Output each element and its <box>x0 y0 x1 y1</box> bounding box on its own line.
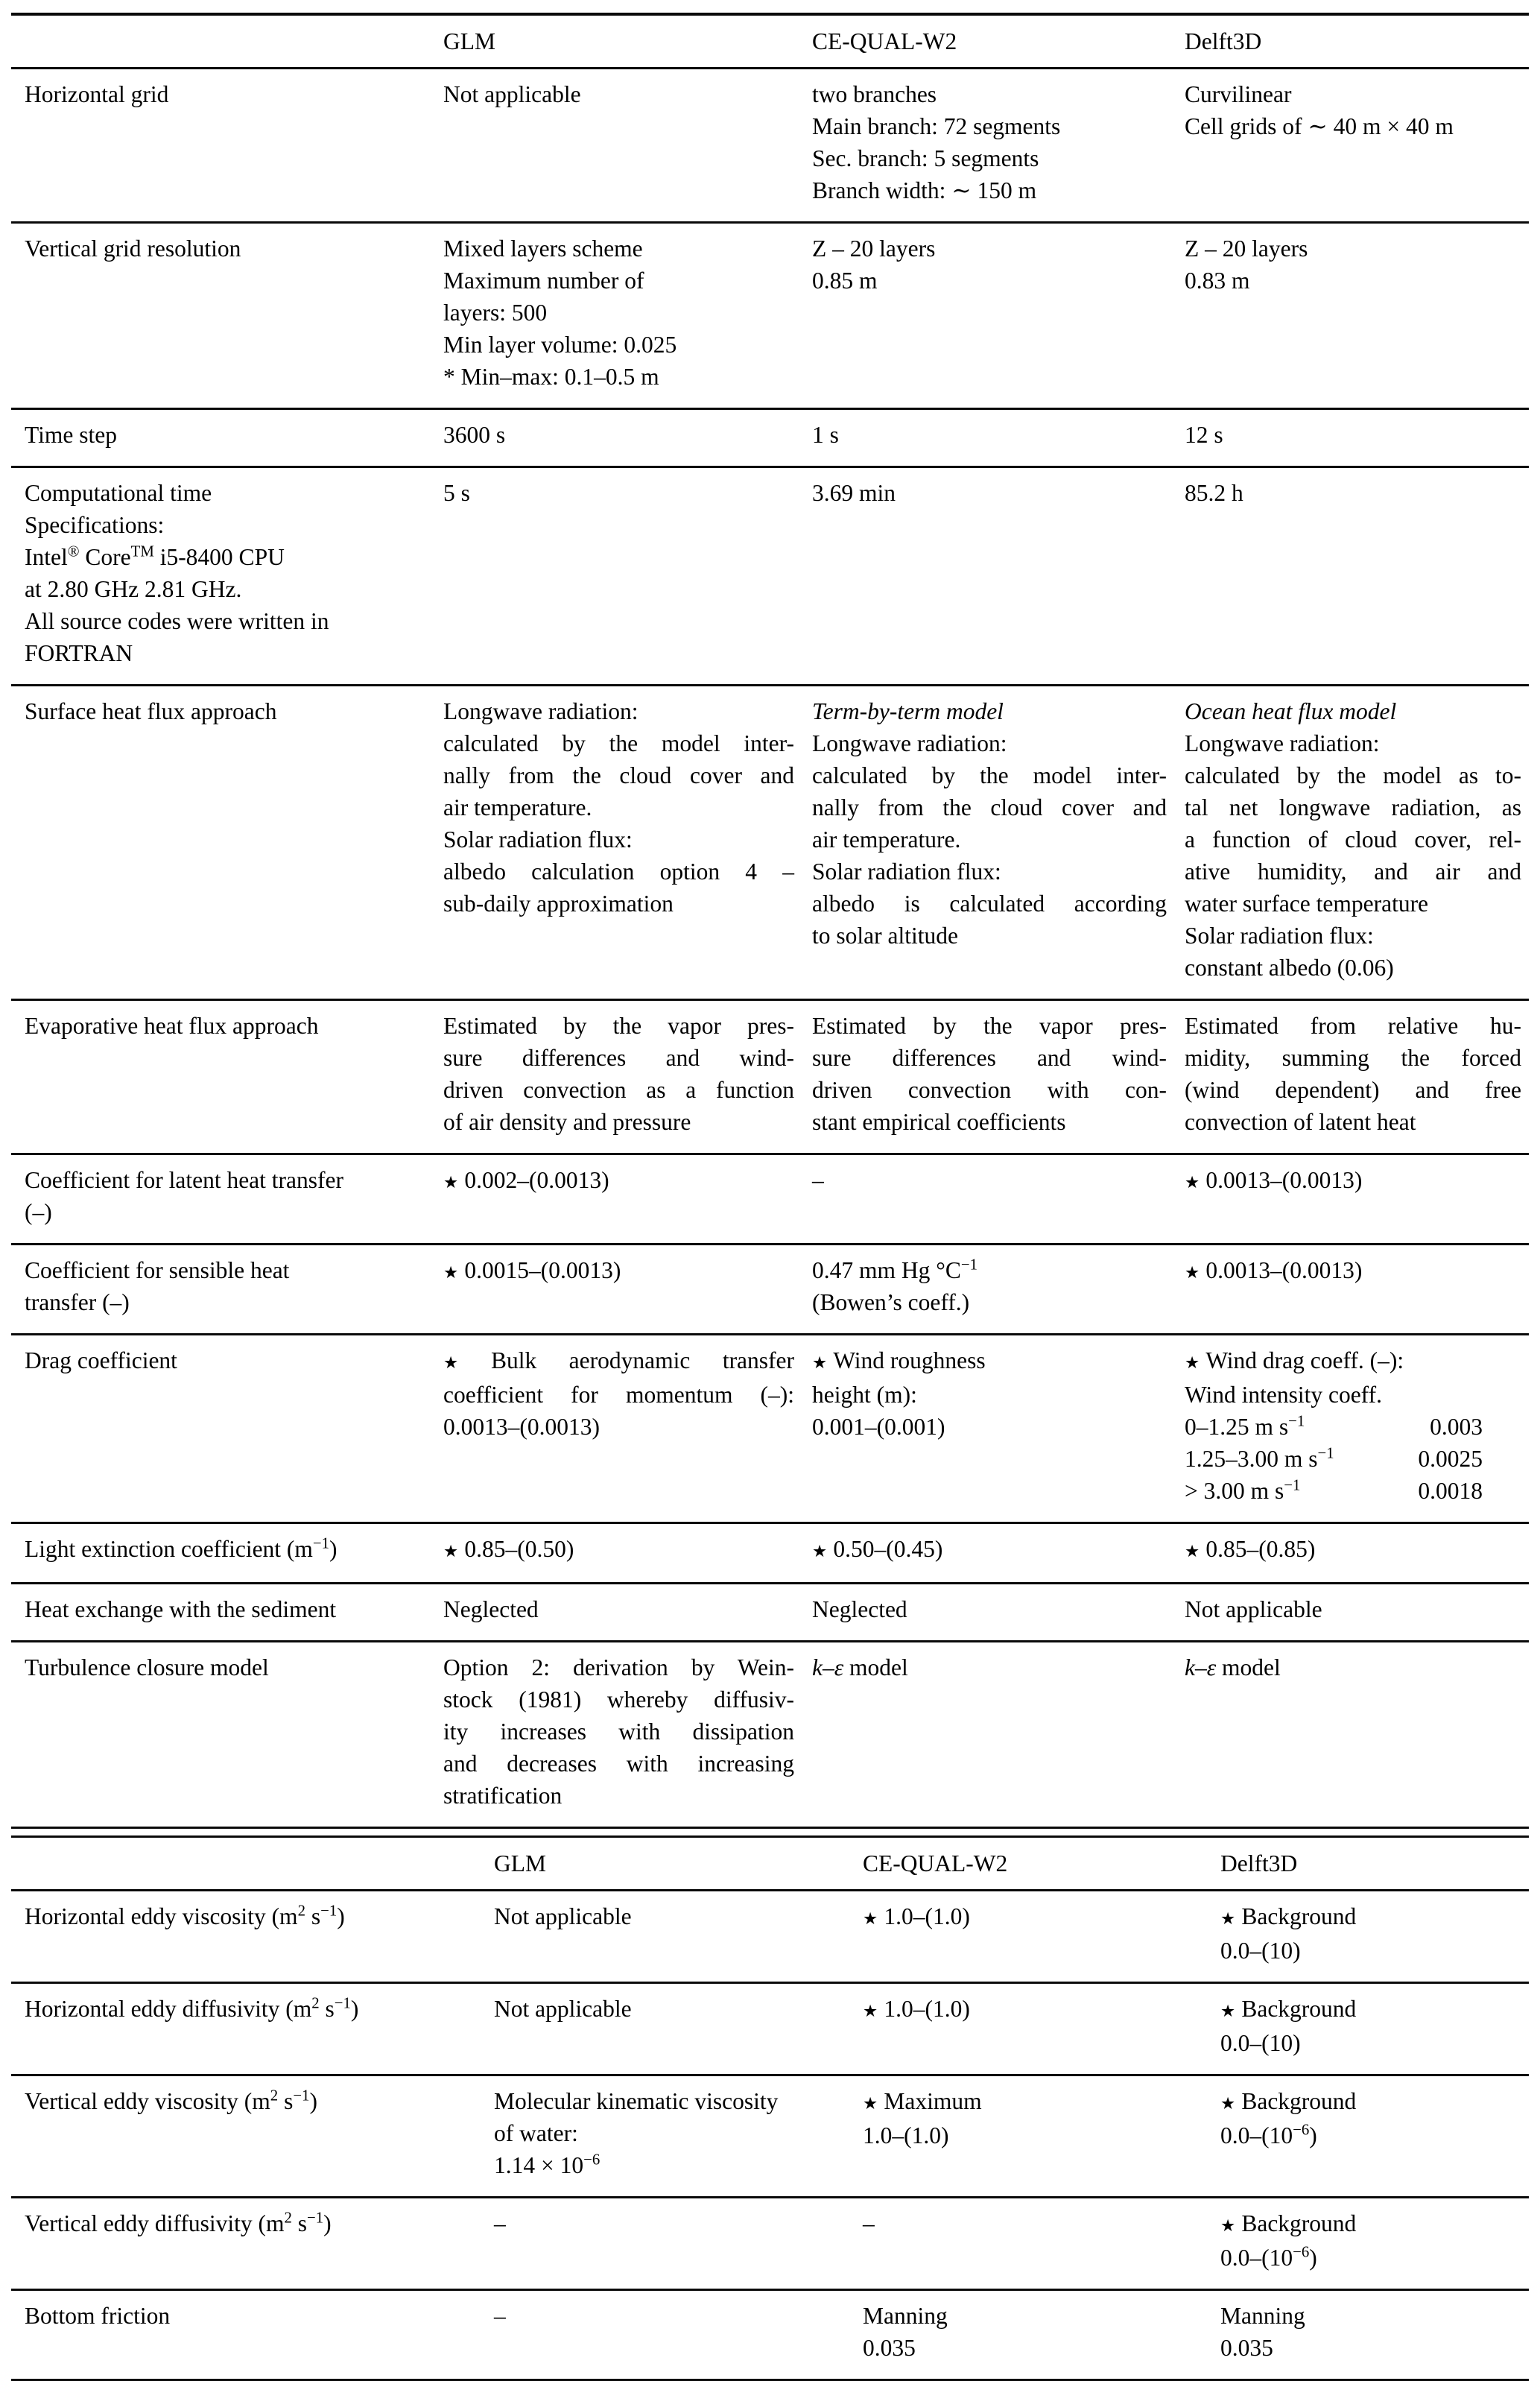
text-line: Estimated by the vapor pres- <box>812 1013 1167 1039</box>
text-line: midity, summing the forced <box>1185 1045 1521 1071</box>
text-line: Not applicable <box>1185 1596 1322 1622</box>
text-line: transfer (–) <box>25 1289 130 1315</box>
value-cell <box>1185 233 1529 393</box>
table-row <box>11 1335 1529 1524</box>
text-line: Option 2: derivation by Wein- <box>443 1654 794 1680</box>
table-row <box>11 2198 1529 2291</box>
text-line: 0.0–(10) <box>1220 2030 1301 2056</box>
text-line: (wind dependent) and free <box>1185 1077 1521 1103</box>
text-line: ★ Background <box>1220 1903 1357 1929</box>
text-line: layers: 500 <box>443 300 548 326</box>
text-line: to solar altitude <box>812 923 958 949</box>
text-line: calculated by the model as to- <box>1185 762 1521 788</box>
text-line: Bottom friction <box>25 2303 171 2329</box>
text-line: Neglected <box>812 1596 907 1622</box>
star-marker: ★ <box>1220 2094 1236 2113</box>
text-line: stock (1981) whereby diffusiv- <box>443 1686 794 1713</box>
star-marker: ★ <box>1220 2002 1236 2020</box>
table-row <box>11 1524 1529 1584</box>
split-line-value: 0.003 <box>1430 1414 1483 1440</box>
value-cell <box>443 1254 812 1318</box>
value-cell <box>443 1010 812 1138</box>
table-row <box>11 2291 1529 2381</box>
text-line: Mixed layers scheme <box>443 235 643 262</box>
row-label <box>25 477 443 669</box>
value-cell <box>1185 78 1529 206</box>
text-line: air temperature. <box>812 826 961 853</box>
text-line: 0.0–(10) <box>1220 1938 1301 1964</box>
text-line: ★ 1.0–(1.0) <box>863 1996 970 2022</box>
row-label <box>25 1651 443 1812</box>
value-cell <box>443 1651 812 1812</box>
text-line: ★ Background <box>1220 2210 1357 2236</box>
text-line: 5 s <box>443 480 470 506</box>
text-line <box>1185 1475 1521 1507</box>
column-header-empty <box>25 1847 494 1879</box>
column-header-delft3d: Delft3D <box>1185 28 1262 54</box>
text-line: Maximum number of <box>443 268 644 294</box>
value-cell <box>494 2300 863 2364</box>
value-cell <box>1220 2207 1529 2274</box>
value-cell <box>494 2207 863 2274</box>
star-marker: ★ <box>863 2002 878 2020</box>
text-line: (–) <box>25 1199 52 1225</box>
column-header-ce-qual-w2: CE-QUAL-W2 <box>863 1850 1008 1876</box>
row-label <box>25 2300 494 2364</box>
row-label <box>25 1344 443 1507</box>
star-marker: ★ <box>443 1542 459 1561</box>
text-line: 0.47 mm Hg $^\circ C^{-1}$ <box>812 1256 977 1283</box>
row-label <box>25 419 443 451</box>
text-line: of water: <box>494 2120 578 2146</box>
value-cell <box>812 419 1185 451</box>
text-line: ★ 0.85–(0.85) <box>1185 1536 1316 1562</box>
star-marker: ★ <box>1185 1353 1200 1372</box>
text-line <box>1185 1443 1521 1475</box>
table-row <box>11 686 1529 1001</box>
text-line: – <box>812 1167 824 1193</box>
star-marker: ★ <box>443 1263 459 1282</box>
row-label <box>25 233 443 393</box>
text-line: $1.14 \times 10^{-6}$ <box>494 2151 601 2178</box>
text-line: ity increases with dissipation <box>443 1718 794 1745</box>
row-label <box>25 2085 494 2181</box>
text-line: 0.001–(0.001) <box>812 1414 945 1440</box>
text-line: ★ 0.0013–(0.0013) <box>1185 1167 1363 1193</box>
table-row <box>11 69 1529 224</box>
value-cell <box>812 78 1185 206</box>
value-cell <box>1185 1164 1529 1228</box>
star-marker: ★ <box>863 2094 878 2113</box>
text-line: Computational time <box>25 480 212 506</box>
value-cell <box>494 2085 863 2181</box>
text-line: Z – 20 layers <box>1185 235 1308 262</box>
column-header-empty <box>25 25 443 57</box>
value-cell <box>1185 1010 1529 1138</box>
text-line: ★ Bulk aerodynamic transfer <box>443 1347 795 1373</box>
text-line: Horizontal eddy diffusivity ($m^2$ $s^{-1}$) <box>25 1994 359 2022</box>
value-cell <box>1185 419 1529 451</box>
value-cell <box>1220 2300 1529 2364</box>
text-line: convection of latent heat <box>1185 1109 1416 1135</box>
text-line: 85.2 h <box>1185 480 1243 506</box>
text-line: – <box>863 2210 875 2236</box>
text-line: 0.85 m <box>812 268 878 294</box>
text-line: – <box>494 2303 506 2329</box>
value-cell <box>812 477 1185 669</box>
star-marker: ★ <box>1220 2216 1236 2235</box>
value-cell <box>863 2207 1220 2274</box>
text-line: Light extinction coefficient $(m^{-1})$ <box>25 1534 338 1562</box>
table-row <box>11 1891 1529 1984</box>
value-cell <box>1185 477 1529 669</box>
row-label <box>25 1993 494 2059</box>
value-cell <box>443 1164 812 1228</box>
value-cell <box>443 419 812 451</box>
text-line: of air density and pressure <box>443 1109 691 1135</box>
value-cell <box>1185 1254 1529 1318</box>
table-row <box>11 1984 1529 2076</box>
column-header-delft3d: Delft3D <box>1220 1850 1298 1876</box>
text-line: Not applicable <box>494 1996 632 2022</box>
text-line: Evaporative heat flux approach <box>25 1013 319 1039</box>
text-line: constant albedo (0.06) <box>1185 955 1394 981</box>
value-cell <box>443 78 812 206</box>
text-line: Sec. branch: 5 segments <box>812 145 1039 171</box>
text-line: Vertical eddy viscosity ($m^2$ $s^{-1}$) <box>25 2087 317 2114</box>
text-line: stratification <box>443 1783 563 1809</box>
value-cell <box>443 695 812 984</box>
value-cell <box>494 1900 863 1967</box>
text-line: Solar radiation flux: <box>1185 923 1374 949</box>
text-line: ★ Maximum <box>863 2088 982 2114</box>
split-line-left: > 3.00 m $s^{-1}$ <box>1185 1476 1301 1504</box>
text-line: Time step <box>25 422 117 448</box>
value-cell <box>1220 1993 1529 2059</box>
text-line: two branches <box>812 81 937 107</box>
text-line: height (m): <box>812 1382 917 1408</box>
text-line: Min layer volume: 0.025 <box>443 332 677 358</box>
text-line: Surface heat flux approach <box>25 698 277 724</box>
row-label <box>25 2207 494 2274</box>
star-marker: ★ <box>812 1542 828 1561</box>
value-cell <box>812 1344 1185 1507</box>
text-line: ★ Wind drag coeff. (–): <box>1185 1347 1404 1373</box>
value-cell <box>443 1344 812 1507</box>
text-line: ★ Wind roughness <box>812 1347 986 1373</box>
text-line: $0.0-(10^{-6})$ <box>1220 2243 1317 2271</box>
text-line: – <box>494 2210 506 2236</box>
star-marker: ★ <box>863 1909 878 1928</box>
text-line: Horizontal eddy viscosity ($m^2$ $s^{-1}$) <box>25 1902 345 1929</box>
text-line: Specifications: <box>25 512 165 538</box>
text-line: ★ 0.0013–(0.0013) <box>1185 1257 1363 1283</box>
text-line: 0.83 m <box>1185 268 1250 294</box>
text-line: 12 s <box>1185 422 1223 448</box>
text-line: Molecular kinematic viscosity <box>494 2088 779 2114</box>
row-label <box>25 1254 443 1318</box>
text-line: air temperature. <box>443 794 592 820</box>
value-cell <box>443 477 812 669</box>
text-line: Main branch: 72 segments <box>812 113 1061 139</box>
text-line: Not applicable <box>443 81 581 107</box>
text-line: Vertical eddy diffusivity ($m^2$ $s^{-1}$) <box>25 2209 332 2236</box>
text-line: driven convection with con- <box>812 1077 1167 1103</box>
text-line: Solar radiation flux: <box>812 859 1001 885</box>
text-line: coefficient for momentum (–): <box>443 1382 794 1408</box>
text-line: 3.69 min <box>812 480 896 506</box>
text-line: Manning <box>1220 2303 1305 2329</box>
table-row <box>11 224 1529 410</box>
column-header-ce-qual-w2: CE-QUAL-W2 <box>812 28 957 54</box>
text-line: Estimated by the vapor pres- <box>443 1013 794 1039</box>
row-label <box>25 1533 443 1567</box>
paper-table-page <box>0 13 1540 2381</box>
model-comparison-table-upper <box>11 13 1529 1829</box>
text-line: sure differences and wind- <box>812 1045 1167 1071</box>
text-line: 0.035 <box>863 2335 916 2361</box>
text-line: nally from the cloud cover and <box>443 762 794 788</box>
text-line: 0.035 <box>1220 2335 1273 2361</box>
text-line: FORTRAN <box>25 640 133 666</box>
value-cell <box>812 1651 1185 1812</box>
value-cell <box>443 1533 812 1567</box>
value-cell <box>1185 1533 1529 1567</box>
text-line: (Bowen’s coeff.) <box>812 1289 970 1315</box>
table-row <box>11 468 1529 686</box>
model-comparison-table-lower <box>11 1835 1529 2381</box>
star-marker: ★ <box>1185 1263 1200 1282</box>
text-line: calculated by the model inter- <box>812 762 1167 788</box>
value-cell <box>812 1164 1185 1228</box>
value-cell <box>863 1993 1220 2059</box>
row-label <box>25 1010 443 1138</box>
text-line: calculated by the model inter- <box>443 730 794 756</box>
table-row <box>11 1155 1529 1245</box>
value-cell <box>812 1593 1185 1625</box>
value-cell <box>812 695 1185 984</box>
row-label <box>25 1900 494 1967</box>
split-line-left: 1.25–3.00 m $s^{-1}$ <box>1185 1444 1334 1472</box>
table-row <box>11 1642 1529 1829</box>
text-line: All source codes were written in <box>25 608 329 634</box>
text-line: Coefficient for sensible heat <box>25 1257 290 1283</box>
text-line: ★ Background <box>1220 1996 1357 2022</box>
text-line: ★ 0.002–(0.0013) <box>443 1167 609 1193</box>
text-line: Longwave radiation: <box>1185 730 1380 756</box>
split-line-value: 0.0025 <box>1418 1446 1483 1472</box>
value-cell <box>443 1593 812 1625</box>
value-cell <box>812 1533 1185 1567</box>
text-line: $0.0-(10^{-6})$ <box>1220 2121 1317 2148</box>
value-cell <box>812 233 1185 393</box>
value-cell <box>1185 695 1529 984</box>
star-marker: ★ <box>1220 1909 1236 1928</box>
row-label <box>25 1593 443 1625</box>
text-line: 3600 s <box>443 422 506 448</box>
column-header-glm: GLM <box>443 28 495 54</box>
text-line: ★ 0.50–(0.45) <box>812 1536 943 1562</box>
text-line: sub-daily approximation <box>443 891 674 917</box>
table-row <box>11 1245 1529 1335</box>
value-cell <box>1185 1593 1529 1625</box>
text-line: 1.0–(1.0) <box>863 2122 949 2148</box>
text-line: 1 s <box>812 422 839 448</box>
text-line: albedo calculation option 4 – <box>443 859 794 885</box>
row-label <box>25 695 443 984</box>
table-row <box>11 2076 1529 2198</box>
text-line: k–ε model <box>1185 1654 1281 1680</box>
text-line: Drag coefficient <box>25 1347 177 1373</box>
text-line: * Min–max: 0.1–0.5 m <box>443 364 659 390</box>
text-line: k–ε model <box>812 1654 908 1680</box>
text-line: a function of cloud cover, rel- <box>1185 826 1521 853</box>
table-header-row <box>11 16 1529 69</box>
text-line: Branch width: ∼ 150 m <box>812 177 1037 203</box>
table-row <box>11 1584 1529 1642</box>
row-label <box>25 1164 443 1228</box>
row-label <box>25 78 443 206</box>
text-line: nally from the cloud cover and <box>812 794 1167 820</box>
text-line: Vertical grid resolution <box>25 235 241 262</box>
text-line: ★ 0.0015–(0.0013) <box>443 1257 621 1283</box>
text-line: tal net longwave radiation, as <box>1185 794 1521 820</box>
text-line: Estimated from relative hu- <box>1185 1013 1521 1039</box>
text-line: Z – 20 layers <box>812 235 936 262</box>
value-cell <box>1220 1900 1529 1967</box>
text-line: stant empirical coefficients <box>812 1109 1066 1135</box>
star-marker: ★ <box>1185 1542 1200 1561</box>
text-line: Longwave radiation: <box>443 698 639 724</box>
text-line: water surface temperature <box>1185 891 1429 917</box>
value-cell <box>863 2085 1220 2181</box>
text-line: Heat exchange with the sediment <box>25 1596 337 1622</box>
value-cell <box>863 1900 1220 1967</box>
text-line <box>1185 1411 1521 1443</box>
table-header-row <box>11 1838 1529 1891</box>
text-line: Longwave radiation: <box>812 730 1007 756</box>
text-line: Term-by-term model <box>812 698 1004 724</box>
star-marker: ★ <box>443 1173 459 1192</box>
value-cell <box>1220 2085 1529 2181</box>
text-line: Cell grids of ∼ 40 m × 40 m <box>1185 113 1454 139</box>
text-line: sure differences and wind- <box>443 1045 794 1071</box>
text-line: ative humidity, and air and <box>1185 859 1521 885</box>
star-marker: ★ <box>812 1353 828 1372</box>
star-marker: ★ <box>1185 1173 1200 1192</box>
split-line-value: 0.0018 <box>1418 1478 1483 1504</box>
text-line: Manning <box>863 2303 948 2329</box>
value-cell <box>443 233 812 393</box>
text-line: ★ 0.85–(0.50) <box>443 1536 574 1562</box>
split-line-left: 0–1.25 m $s^{-1}$ <box>1185 1412 1305 1440</box>
value-cell <box>494 1993 863 2059</box>
value-cell <box>812 1010 1185 1138</box>
table-row <box>11 1001 1529 1155</box>
text-line: driven convection as a function <box>443 1077 794 1103</box>
text-line: Wind intensity coeff. <box>1185 1382 1382 1408</box>
value-cell <box>1185 1651 1529 1812</box>
text-line: Turbulence closure model <box>25 1654 269 1680</box>
star-marker: ★ <box>443 1353 485 1372</box>
text-line: albedo is calculated according <box>812 891 1167 917</box>
text-line: Not applicable <box>494 1903 632 1929</box>
text-line: Solar radiation flux: <box>443 826 633 853</box>
text-line: ★ Background <box>1220 2088 1357 2114</box>
text-line: Horizontal grid <box>25 81 169 107</box>
text-line: and decreases with increasing <box>443 1751 794 1777</box>
value-cell <box>812 1254 1185 1318</box>
table-row <box>11 410 1529 468</box>
text-line: Intel® Core™ i5-8400 CPU <box>25 543 285 570</box>
text-line: Coefficient for latent heat transfer <box>25 1167 343 1193</box>
text-line: Neglected <box>443 1596 539 1622</box>
text-line: Ocean heat flux model <box>1185 698 1397 724</box>
column-header-glm: GLM <box>494 1850 546 1876</box>
text-line: ★ 1.0–(1.0) <box>863 1903 970 1929</box>
value-cell <box>1185 1344 1529 1507</box>
text-line: at 2.80 GHz 2.81 GHz. <box>25 576 242 602</box>
value-cell <box>863 2300 1220 2364</box>
text-line: Curvilinear <box>1185 81 1292 107</box>
text-line: 0.0013–(0.0013) <box>443 1414 600 1440</box>
